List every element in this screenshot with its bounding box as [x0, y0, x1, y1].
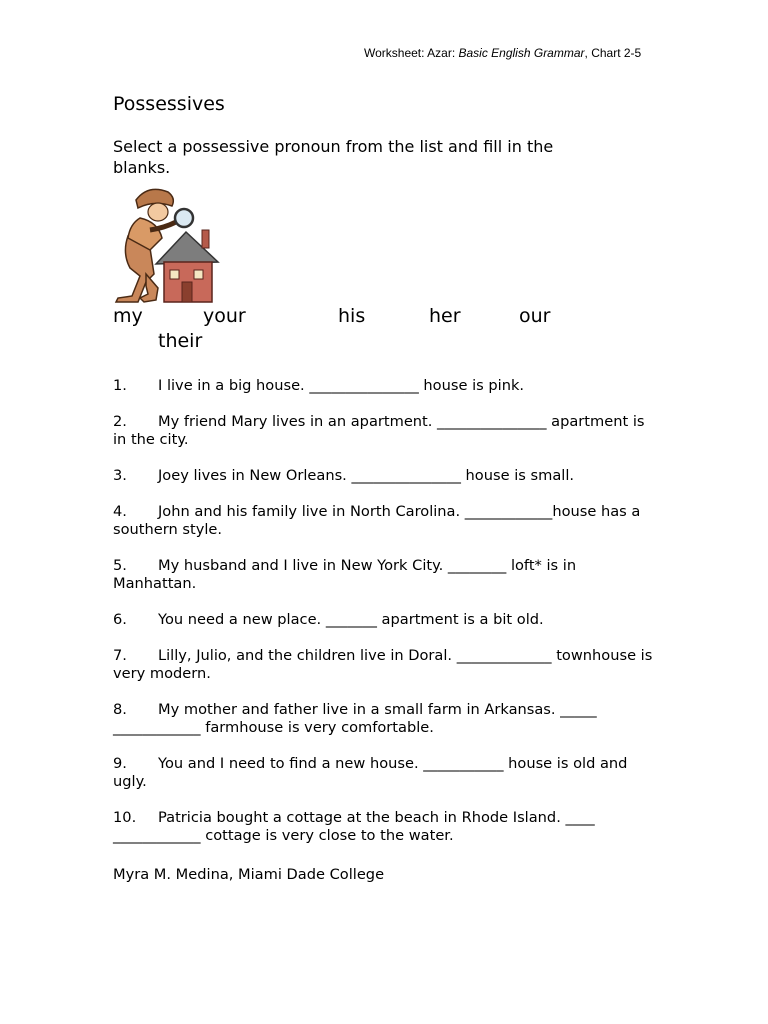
- exercise-text: My mother and father live in a small farm in Arkansas. _____ ____________ farmhouse is very comfortable.: [113, 701, 597, 736]
- header-book-title: Basic English Grammar: [458, 46, 585, 60]
- exercise-list: [113, 377, 658, 863]
- page-title: Possessives: [113, 93, 225, 115]
- instructions: Select a possessive pronoun from the list and fill in the blanks.: [113, 137, 554, 177]
- exercise-item: 2. My friend Mary lives in an apartment. _______________ apartment is in the city.: [113, 413, 645, 448]
- word-bank-his: his: [338, 305, 366, 327]
- exercise-text: You need a new place. _______ apartment is a bit old.: [158, 611, 544, 628]
- exercise-item: 1. I live in a big house. _______________ house is pink.: [113, 377, 525, 394]
- exercise-text: You and I need to find a new house. ___________ house is old and ugly.: [113, 755, 628, 790]
- exercise-text: My husband and I live in New York City. ________ loft* is in Manhattan.: [113, 557, 577, 592]
- exercise-text: I live in a big house. _______________ house is pink.: [158, 377, 525, 394]
- exercise-item: 4. John and his family live in North Carolina. ____________house has a southern style.: [113, 503, 641, 538]
- word-bank-their: their: [158, 330, 203, 352]
- exercise-item: 6. You need a new place. _______ apartment is a bit old.: [113, 611, 544, 628]
- header-prefix: Worksheet: Azar:: [364, 46, 459, 60]
- exercise-text: Lilly, Julio, and the children live in Doral. _____________ townhouse is very modern.: [113, 647, 653, 682]
- detective-house-icon: [110, 178, 230, 306]
- word-bank-her: her: [429, 305, 461, 327]
- exercise-item: 9. You and I need to find a new house. ___________ house is old and ugly.: [113, 755, 628, 790]
- exercise-item: 10. Patricia bought a cottage at the beach in Rhode Island. ____ ____________ cottage is very close to the water.: [113, 809, 595, 844]
- word-bank-our: our: [519, 305, 551, 327]
- worksheet-header: [364, 46, 664, 60]
- word-bank-my: my: [113, 305, 143, 327]
- header-suffix: , Chart 2-5: [584, 46, 642, 60]
- exercise-item: 5. My husband and I live in New York City. ________ loft* is in Manhattan.: [113, 557, 577, 592]
- exercise-text: Patricia bought a cottage at the beach in Rhode Island. ____ ____________ cottage is very close to the water.: [113, 809, 595, 844]
- exercise-item: 3. Joey lives in New Orleans. _______________ house is small.: [113, 467, 575, 484]
- exercise-text: Joey lives in New Orleans. _______________ house is small.: [158, 467, 575, 484]
- exercise-text: My friend Mary lives in an apartment. _______________ apartment is in the city.: [113, 413, 645, 448]
- exercise-item: 8. My mother and father live in a small farm in Arkansas. _____ ____________ farmhouse is very comfortable.: [113, 701, 597, 736]
- author-credit: Myra M. Medina, Miami Dade College: [113, 866, 385, 883]
- word-bank-your: your: [203, 305, 246, 327]
- exercise-text: John and his family live in North Carolina. ____________house has a southern style.: [113, 503, 641, 538]
- exercise-item: 7. Lilly, Julio, and the children live in Doral. _____________ townhouse is very modern.: [113, 647, 653, 682]
